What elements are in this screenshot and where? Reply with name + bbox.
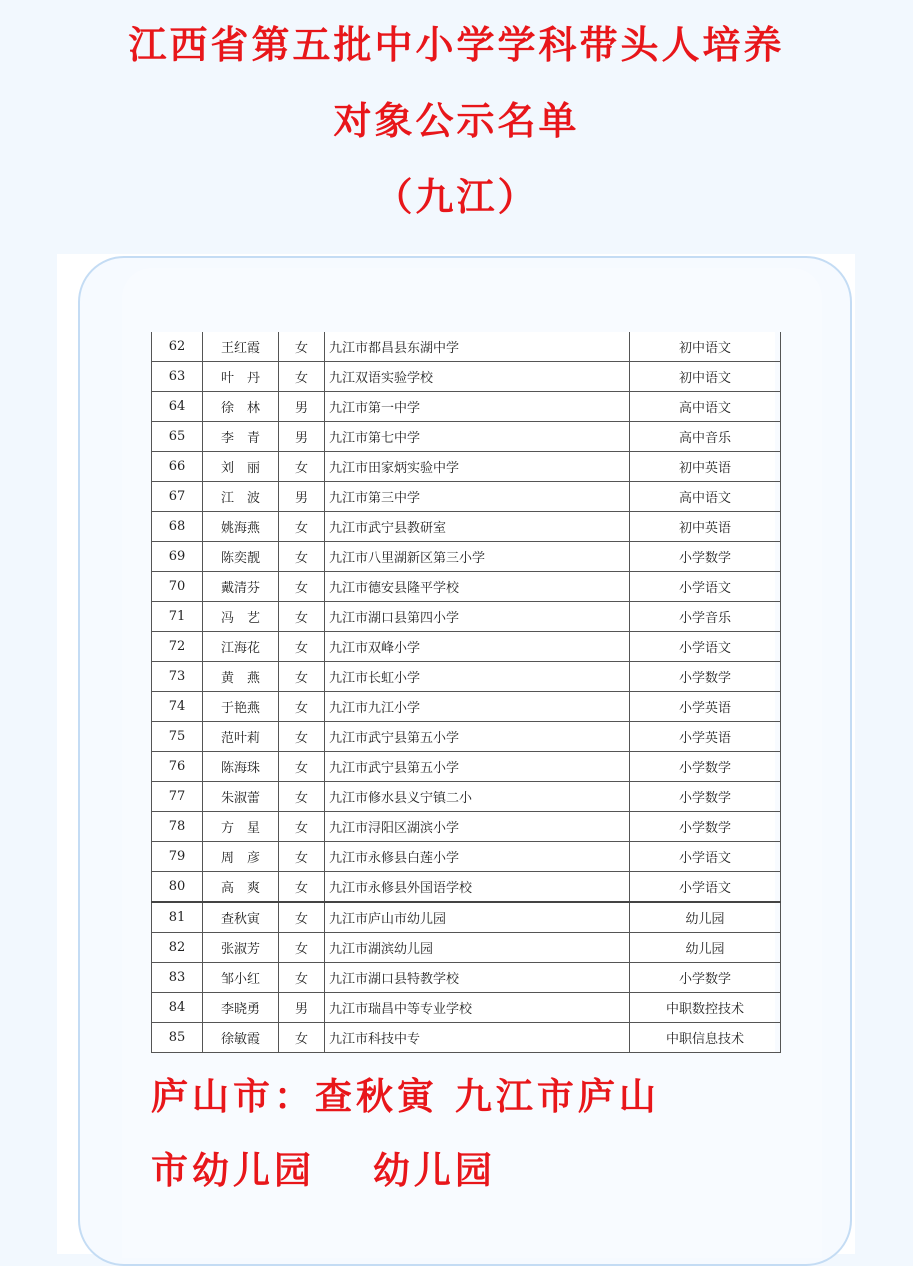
school-name-cell: 九江市第三中学 [325, 482, 630, 512]
row-number-cell: 73 [152, 662, 203, 692]
person-name-cell: 陈奕靓 [203, 542, 279, 572]
subject-name-cell: 小学英语 [630, 692, 781, 722]
person-name-cell: 冯 艺 [203, 602, 279, 632]
person-gender-cell: 女 [279, 332, 325, 362]
person-gender-cell: 男 [279, 392, 325, 422]
school-name-cell: 九江市庐山市幼儿园 [325, 902, 630, 933]
school-name-cell: 九江市长虹小学 [325, 662, 630, 692]
person-name-cell: 王红霞 [203, 332, 279, 362]
row-number-cell: 69 [152, 542, 203, 572]
school-name-cell: 九江市田家炳实验中学 [325, 452, 630, 482]
school-name-cell: 九江市双峰小学 [325, 632, 630, 662]
table-row [152, 422, 781, 452]
person-name-cell: 高 爽 [203, 872, 279, 903]
subject-name-cell: 幼儿园 [630, 902, 781, 933]
page-region: （九江） [374, 175, 539, 219]
person-name-cell: 姚海燕 [203, 512, 279, 542]
person-name-cell: 叶 丹 [203, 362, 279, 392]
person-name-cell: 方 星 [203, 812, 279, 842]
person-gender-cell: 男 [279, 422, 325, 452]
person-gender-cell: 男 [279, 482, 325, 512]
person-gender-cell: 女 [279, 963, 325, 993]
table-row [152, 902, 781, 933]
person-gender-cell: 女 [279, 602, 325, 632]
school-name-cell: 九江市都昌县东湖中学 [325, 332, 630, 362]
roster-table-body [152, 332, 781, 1053]
row-number-cell: 66 [152, 452, 203, 482]
person-name-cell: 李 青 [203, 422, 279, 452]
person-gender-cell: 女 [279, 512, 325, 542]
table-row [152, 452, 781, 482]
row-number-cell: 62 [152, 332, 203, 362]
subject-name-cell: 小学数学 [630, 542, 781, 572]
row-number-cell: 78 [152, 812, 203, 842]
table-row [152, 662, 781, 692]
person-name-cell: 张淑芳 [203, 933, 279, 963]
table-row [152, 782, 781, 812]
subject-name-cell: 小学音乐 [630, 602, 781, 632]
subject-name-cell: 小学英语 [630, 722, 781, 752]
table-row [152, 362, 781, 392]
person-name-cell: 江 波 [203, 482, 279, 512]
subject-name-cell: 初中英语 [630, 452, 781, 482]
subject-name-cell: 初中语文 [630, 332, 781, 362]
subject-name-cell: 中职信息技术 [630, 1023, 781, 1053]
table-row [152, 602, 781, 632]
table-row [152, 542, 781, 572]
highlight-note-line1: 庐山市：查秋寅 九江市庐山 [151, 1075, 660, 1118]
person-gender-cell: 女 [279, 842, 325, 872]
school-name-cell: 九江市永修县外国语学校 [325, 872, 630, 903]
person-gender-cell: 女 [279, 632, 325, 662]
row-number-cell: 63 [152, 362, 203, 392]
person-gender-cell: 女 [279, 812, 325, 842]
table-row [152, 933, 781, 963]
person-gender-cell: 女 [279, 572, 325, 602]
person-name-cell: 刘 丽 [203, 452, 279, 482]
school-name-cell: 九江市瑞昌中等专业学校 [325, 993, 630, 1023]
row-number-cell: 76 [152, 752, 203, 782]
subject-name-cell: 中职数控技术 [630, 993, 781, 1023]
row-number-cell: 82 [152, 933, 203, 963]
table-row [152, 722, 781, 752]
table-row [152, 512, 781, 542]
person-gender-cell: 女 [279, 692, 325, 722]
subject-name-cell: 幼儿园 [630, 933, 781, 963]
subject-name-cell: 初中英语 [630, 512, 781, 542]
table-row [152, 482, 781, 512]
row-number-cell: 68 [152, 512, 203, 542]
subject-name-cell: 初中语文 [630, 362, 781, 392]
table-row [152, 572, 781, 602]
person-gender-cell: 女 [279, 752, 325, 782]
table-row [152, 842, 781, 872]
subject-name-cell: 高中音乐 [630, 422, 781, 452]
person-name-cell: 邹小红 [203, 963, 279, 993]
person-name-cell: 陈海珠 [203, 752, 279, 782]
school-name-cell: 九江市湖口县特教学校 [325, 963, 630, 993]
table-row [152, 872, 781, 903]
person-gender-cell: 女 [279, 782, 325, 812]
row-number-cell: 80 [152, 872, 203, 903]
highlight-note-line2: 市幼儿园 幼儿园 [151, 1149, 496, 1192]
school-name-cell: 九江市修水县义宁镇二小 [325, 782, 630, 812]
row-number-cell: 84 [152, 993, 203, 1023]
table-row [152, 812, 781, 842]
row-number-cell: 79 [152, 842, 203, 872]
school-name-cell: 九江市永修县白莲小学 [325, 842, 630, 872]
school-name-cell: 九江市八里湖新区第三小学 [325, 542, 630, 572]
subject-name-cell: 小学数学 [630, 782, 781, 812]
person-name-cell: 徐 林 [203, 392, 279, 422]
person-gender-cell: 女 [279, 722, 325, 752]
table-row [152, 993, 781, 1023]
row-number-cell: 70 [152, 572, 203, 602]
person-gender-cell: 女 [279, 1023, 325, 1053]
row-number-cell: 65 [152, 422, 203, 452]
person-gender-cell: 女 [279, 902, 325, 933]
subject-name-cell: 高中语文 [630, 392, 781, 422]
row-number-cell: 64 [152, 392, 203, 422]
person-gender-cell: 女 [279, 542, 325, 572]
person-name-cell: 于艳燕 [203, 692, 279, 722]
row-number-cell: 81 [152, 902, 203, 933]
subject-name-cell: 小学数学 [630, 812, 781, 842]
table-row [152, 1023, 781, 1053]
person-gender-cell: 女 [279, 362, 325, 392]
table-row [152, 963, 781, 993]
person-name-cell: 江海花 [203, 632, 279, 662]
school-name-cell: 九江市科技中专 [325, 1023, 630, 1053]
school-name-cell: 九江市武宁县第五小学 [325, 722, 630, 752]
person-name-cell: 范叶莉 [203, 722, 279, 752]
table-row [152, 332, 781, 362]
row-number-cell: 75 [152, 722, 203, 752]
page-title: 江西省第五批中小学学科带头人培养 [128, 23, 785, 67]
table-row [152, 632, 781, 662]
school-name-cell: 九江市第一中学 [325, 392, 630, 422]
row-number-cell: 74 [152, 692, 203, 722]
person-gender-cell: 女 [279, 452, 325, 482]
subject-name-cell: 小学语文 [630, 872, 781, 903]
subject-name-cell: 高中语文 [630, 482, 781, 512]
row-number-cell: 85 [152, 1023, 203, 1053]
table-row [152, 692, 781, 722]
school-name-cell: 九江市第七中学 [325, 422, 630, 452]
person-name-cell: 戴清芬 [203, 572, 279, 602]
person-name-cell: 黄 燕 [203, 662, 279, 692]
school-name-cell: 九江市湖口县第四小学 [325, 602, 630, 632]
school-name-cell: 九江市湖滨幼儿园 [325, 933, 630, 963]
row-number-cell: 83 [152, 963, 203, 993]
subject-name-cell: 小学语文 [630, 572, 781, 602]
person-gender-cell: 女 [279, 933, 325, 963]
roster-table [151, 332, 781, 1053]
person-name-cell: 徐敏霞 [203, 1023, 279, 1053]
person-gender-cell: 女 [279, 872, 325, 903]
table-row [152, 392, 781, 422]
person-name-cell: 周 彦 [203, 842, 279, 872]
school-name-cell: 九江市九江小学 [325, 692, 630, 722]
row-number-cell: 77 [152, 782, 203, 812]
subject-name-cell: 小学数学 [630, 752, 781, 782]
row-number-cell: 72 [152, 632, 203, 662]
table-row [152, 752, 781, 782]
school-name-cell: 九江市浔阳区湖滨小学 [325, 812, 630, 842]
school-name-cell: 九江市武宁县第五小学 [325, 752, 630, 782]
roster-table-container [151, 332, 775, 1053]
subject-name-cell: 小学数学 [630, 662, 781, 692]
school-name-cell: 九江双语实验学校 [325, 362, 630, 392]
page-subtitle: 对象公示名单 [333, 99, 580, 143]
person-name-cell: 朱淑蕾 [203, 782, 279, 812]
person-gender-cell: 男 [279, 993, 325, 1023]
row-number-cell: 71 [152, 602, 203, 632]
row-number-cell: 67 [152, 482, 203, 512]
school-name-cell: 九江市德安县隆平学校 [325, 572, 630, 602]
subject-name-cell: 小学语文 [630, 842, 781, 872]
person-name-cell: 李晓勇 [203, 993, 279, 1023]
school-name-cell: 九江市武宁县教研室 [325, 512, 630, 542]
subject-name-cell: 小学数学 [630, 963, 781, 993]
person-name-cell: 查秋寅 [203, 902, 279, 933]
person-gender-cell: 女 [279, 662, 325, 692]
subject-name-cell: 小学语文 [630, 632, 781, 662]
